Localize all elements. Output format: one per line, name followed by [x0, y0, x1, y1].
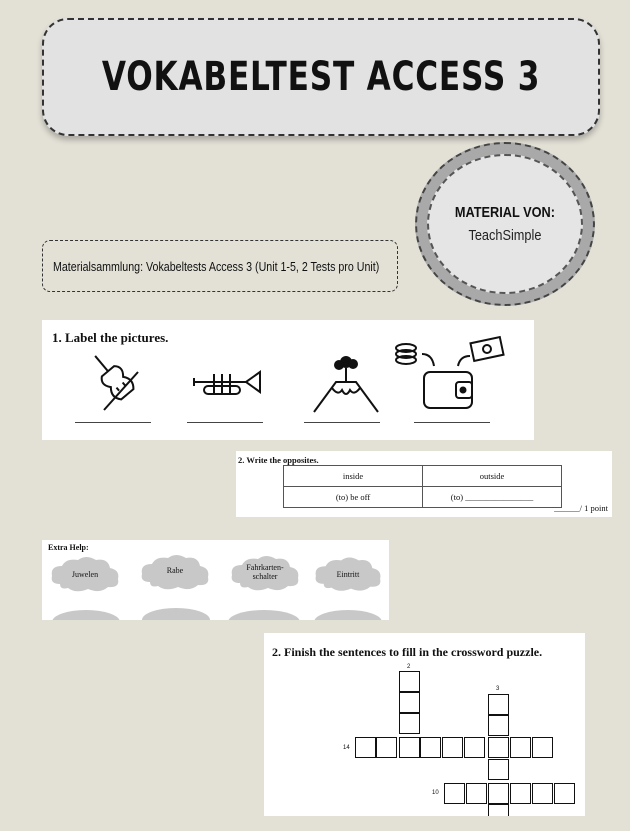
crossword-preview [264, 633, 585, 816]
task1-preview [42, 320, 534, 440]
crossword-cell[interactable] [510, 737, 531, 758]
table-cell: inside [284, 466, 423, 487]
crossword-cell[interactable] [532, 737, 553, 758]
crossword-cell[interactable] [442, 737, 463, 758]
title-banner [42, 18, 600, 136]
table-cell[interactable]: (to) ________________ [423, 487, 562, 508]
crossword-cell[interactable] [488, 694, 509, 715]
table-cell: (to) be off [284, 487, 423, 508]
crossword-cell[interactable] [399, 671, 420, 692]
word-label: Juwelen [71, 570, 99, 579]
answer-line-2[interactable] [187, 422, 263, 423]
crossword-cell[interactable] [488, 759, 509, 780]
crossword-cell[interactable] [554, 783, 575, 804]
answer-line-1[interactable] [75, 422, 151, 423]
opposites-table [283, 465, 562, 508]
crossword-cell[interactable] [399, 692, 420, 713]
extra-help-preview [42, 540, 389, 620]
crossword-cell[interactable] [444, 783, 465, 804]
crossword-cell[interactable] [355, 737, 376, 758]
task1-heading: 1. Label the pictures. [52, 330, 169, 345]
crossword-cell[interactable] [399, 737, 420, 758]
crossword-cell[interactable] [488, 804, 509, 816]
table-row [284, 487, 562, 508]
word-label: Rabe [166, 566, 184, 575]
clue-number: 14 [343, 745, 350, 751]
table-row [284, 466, 562, 487]
extra-help-heading: Extra Help: [48, 543, 89, 552]
crossword-cell[interactable] [464, 737, 485, 758]
crossword-cell[interactable] [399, 713, 420, 734]
word-cloud [48, 554, 122, 594]
material-badge [415, 142, 595, 306]
crossword-cell[interactable] [488, 783, 509, 804]
task2-heading: 2. Write the opposites. [238, 455, 319, 465]
clue-number: 3 [496, 686, 500, 692]
volcano-icon [310, 352, 382, 414]
violin-icon [82, 352, 152, 412]
word-cloud [312, 554, 384, 594]
points-label: ______/ 1 point [554, 503, 608, 513]
crossword-cell[interactable] [420, 737, 441, 758]
crossword-cell[interactable] [488, 715, 509, 736]
material-author: TeachSimple [468, 227, 542, 244]
crossword-cell[interactable] [488, 737, 509, 758]
word-cloud [138, 552, 212, 592]
cloud-row-cut [42, 604, 389, 620]
crossword-cell[interactable] [532, 783, 553, 804]
answer-line-4[interactable] [414, 422, 490, 423]
answer-line-3[interactable] [304, 422, 380, 423]
clue-number: 10 [432, 790, 439, 796]
wallet-icon [390, 332, 510, 412]
material-label: MATERIAL VON: [454, 204, 556, 221]
word-cloud [228, 552, 302, 594]
crossword-heading: 2. Finish the sentences to fill in the crossword puzzle. [272, 645, 543, 659]
crossword-cell[interactable] [376, 737, 397, 758]
word-label: Eintritt [336, 570, 360, 579]
collection-box [42, 240, 398, 292]
table-cell: outside [423, 466, 562, 487]
task2-preview [236, 451, 612, 517]
clue-number: 2 [407, 664, 411, 670]
crossword-cell[interactable] [510, 783, 531, 804]
word-label: Fahrkarten- schalter [246, 563, 284, 581]
trumpet-icon [190, 352, 264, 412]
crossword-cell[interactable] [466, 783, 487, 804]
collection-text: Materialsammlung: Vokabeltests Access 3 (Unit 1-5, 2 Tests pro Unit) [53, 258, 380, 274]
page-title: VOKABELTEST ACCESS 3 [101, 54, 541, 100]
